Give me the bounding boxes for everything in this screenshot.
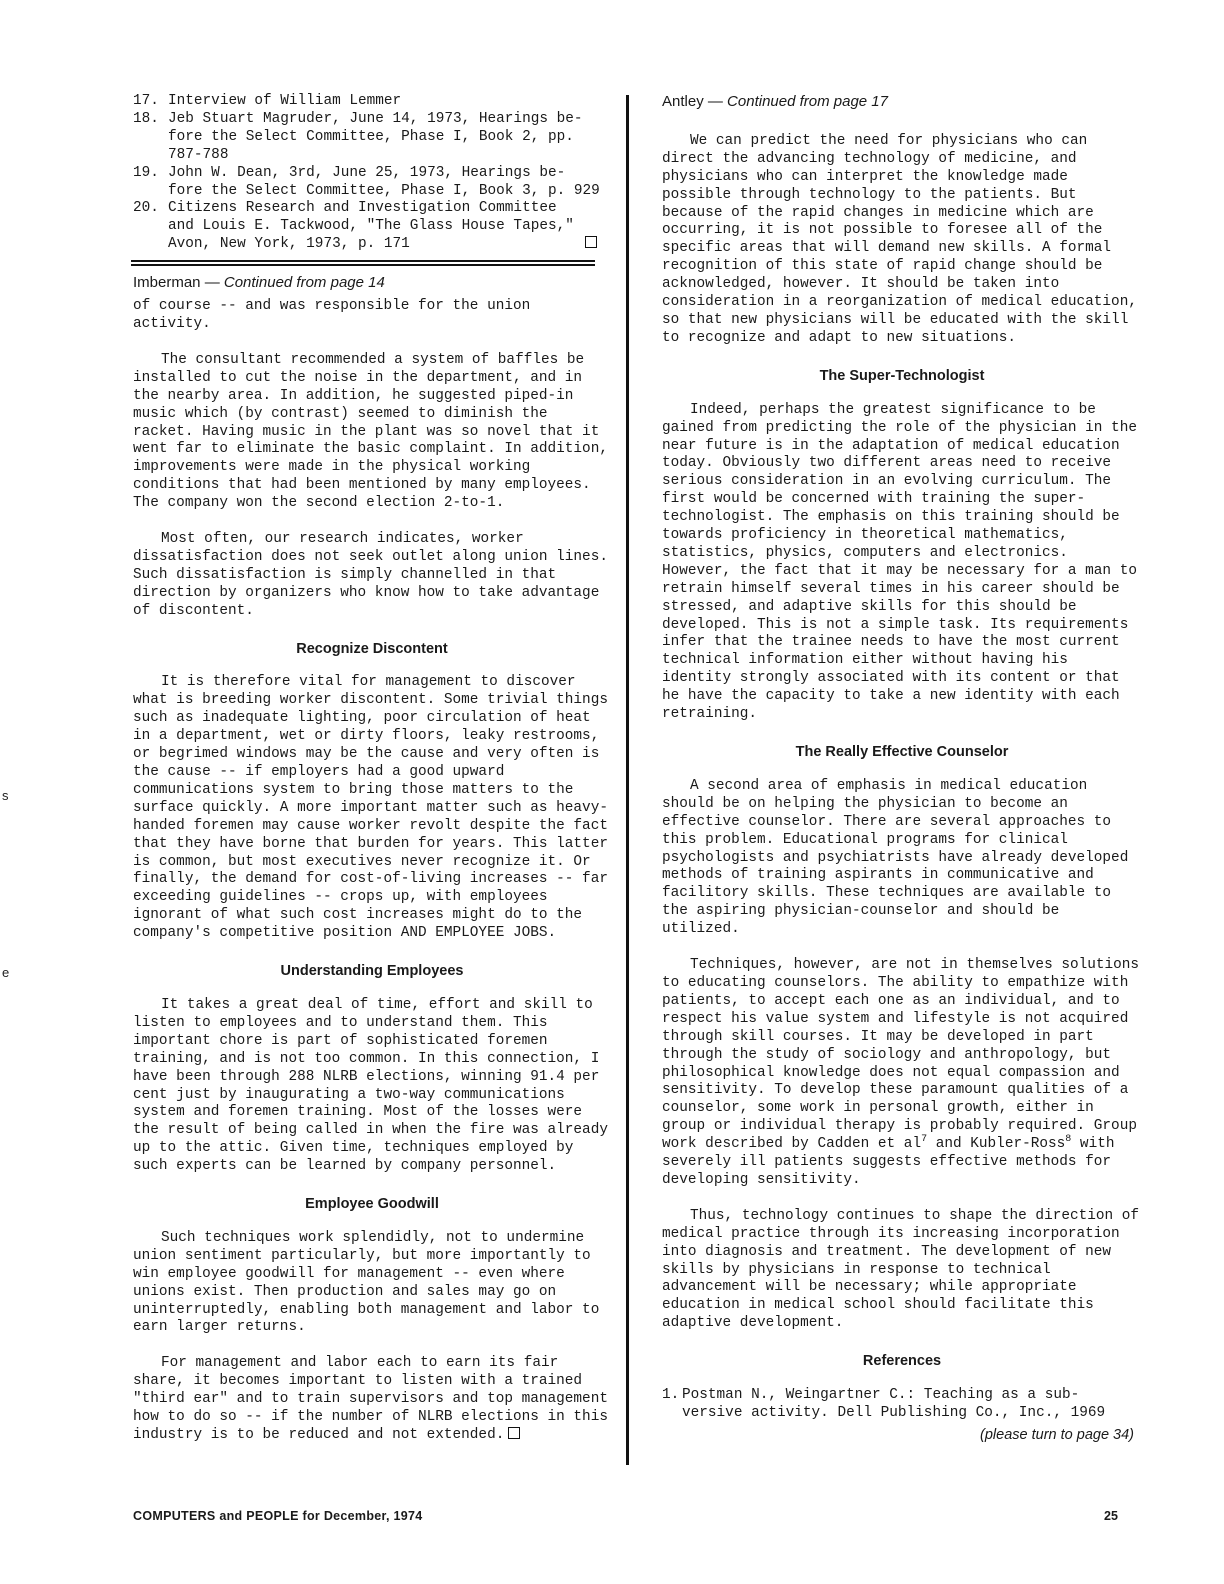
- reference-number: 19.: [133, 164, 159, 181]
- page-number: 25: [1104, 1509, 1118, 1523]
- body-paragraph: It is therefore vital for management to discover what is breeding worker discontent. Some trivial things such as inadequate lighting, poor circulation of heat in a department, wet or dirty floors, leaky restrooms, or begrimed windows may be the cause and very often is the cause -- if employers had a good upward communications system to bring those matters to the surface quickly. A more important matter such as heavy-handed foremen may cause worker revolt despite the fact that they have borne that burden for years. This latter is common, but most executives never recognize it. Or finally, the demand for cost-of-living increases -- far exceeding guidelines -- crops up, with employees ignorant of what such cost increases might do to the company's competitive position AND EMPLOYEE JOBS.: [133, 674, 608, 942]
- reference-item: [662, 1387, 1142, 1423]
- reference-item: [133, 111, 611, 165]
- reference-text: 787-788: [168, 146, 229, 163]
- body-paragraph: The consultant recommended a system of baffles be installed to cut the noise in the department, and in the nearby area. In addition, he suggested piped-in music which (by contrast) seemed to diminish the racket. Having music in the plant was so novel that it went far to eliminate the basic complaint. In addition, improvements were made in the physical working conditions that had been mentioned by many employees. The company won the second election 2-to-1.: [133, 351, 608, 512]
- continued-on-note: (please turn to page 34): [980, 1426, 1134, 1443]
- continued-article-name: Antley: [662, 93, 704, 110]
- reference-number: 18.: [133, 110, 159, 127]
- reference-item: [133, 93, 611, 111]
- section-heading: References: [862, 1353, 942, 1370]
- continued-from-text: Continued from page 17: [727, 93, 888, 110]
- body-paragraph: We can predict the need for physicians who can direct the advancing technology of medicine, and physicians who can interpret the knowledge made possible through technology to the patients. But because of the rapid changes in medicine which are occurring, it is not possible to foresee all of the specific areas that will demand new skills. A formal recognition of this state of rapid change should be acknowledged, however. It should be taken into consideration in a reorganization of medical education, so that new physicians will be educated with the skill to recognize and adapt to new situations.: [662, 132, 1137, 346]
- continued-line: Antley — Continued from page 17: [662, 93, 888, 110]
- citation-superscript: 7: [921, 1134, 928, 1146]
- continued-line: Imberman — Continued from page 14: [133, 274, 385, 292]
- right-column: [662, 93, 1142, 1445]
- reference-text: and Louis E. Tackwood, "The Glass House Tapes,": [168, 218, 574, 235]
- reference-number: 1.: [662, 1387, 680, 1404]
- reference-text: fore the Select Committee, Phase I, Book 2, pp.: [168, 128, 574, 145]
- continued-from-text: Continued from page 14: [223, 274, 385, 292]
- reference-text: Postman N., Weingartner C.: Teaching as a sub-: [682, 1387, 1080, 1404]
- body-paragraph: A second area of emphasis in medical education should be on helping the physician to become an effective counselor. There are several approaches to this problem. Educational programs for clinical psychologists and psychiatrists have already developed methods of training aspirants in communicative and facilitory skills. These techniques are available to the aspiring physician-counselor and should be utilized.: [662, 777, 1129, 938]
- reference-text: fore the Select Committee, Phase I, Book 3, p. 929: [168, 182, 600, 199]
- reference-text: Interview of William Lemmer: [168, 93, 402, 109]
- section-heading: Recognize Discontent: [296, 640, 448, 657]
- body-paragraph: Such techniques work splendidly, not to undermine union sentiment particularly, but more importantly to win employee goodwill for management -- even where unions exist. Then production and sales may go on uninterruptedly, enabling both management and labor to earn larger returns.: [133, 1229, 600, 1336]
- reference-text: Citizens Research and Investigation Committee: [168, 200, 557, 217]
- column-divider: [626, 95, 629, 1465]
- reference-text: versive activity. Dell Publishing Co., Inc., 1969: [682, 1405, 1106, 1421]
- publication-footer: COMPUTERS and PEOPLE for December, 1974: [133, 1509, 423, 1523]
- margin-mark: e: [2, 965, 10, 980]
- body-paragraph: For management and labor each to earn its fair share, it becomes important to listen with a trained "third ear" and to train supervisors and top management how to do so -- if the number of NLRB elections in this industry is to be reduced and not extended.: [133, 1355, 608, 1443]
- section-divider: [131, 260, 595, 266]
- body-paragraph: Thus, technology continues to shape the direction of medical practice through its increasing incorporation into diagnosis and treatment. The development of new skills by physicians in response to technical advancement will be necessary; while appropriate education in medical school should facilitate this adaptive development.: [662, 1207, 1140, 1332]
- body-paragraph: It takes a great deal of time, effort and skill to listen to employees and to understand them. This important chore is part of sophisticated foremen training, and is not too common. In this connection, I have been through 288 NLRB elections, winning 91.4 per cent just by inaugurating a two-way communications system and foremen training. Most of the losses were the result of being called in when the fire was already up to the attic. Given time, techniques employed by such experts can be learned by company personnel.: [133, 996, 608, 1175]
- reference-text: Avon, New York, 1973, p. 171: [133, 236, 611, 254]
- references-list-left: [133, 93, 611, 254]
- citation-superscript: 8: [1065, 1134, 1072, 1146]
- reference-text: Jeb Stuart Magruder, June 14, 1973, Hearings be-: [168, 110, 583, 127]
- body-paragraph: Most often, our research indicates, worker dissatisfaction does not seek outlet along union lines. Such dissatisfaction is simply channelled in that direction by organizers who know how to take advantage of discontent.: [133, 531, 608, 619]
- body-paragraph: Indeed, perhaps the greatest significance to be gained from predicting the role of the physician in the near future is in the adaptation of medical education today. Obviously two different areas need to receive serious consideration in an evolving curriculum. The first would be concerned with training the super-technologist. The emphasis on this training should be towards proficiency in theoretical mathematics, statistics, physics, computers and electronics. However, the fact that it may be necessary for a man to retrain himself several times in his career should be stressed, and adaptive skills for this should be developed. This is not a simple task. Its requirements infer that the trainee needs to have the most current technical information either without having his identity strongly associated with its content or that he have the capacity to take a new identity with each retraining.: [662, 401, 1137, 723]
- section-heading: The Super-Technologist: [819, 367, 985, 384]
- end-mark-icon: [585, 236, 597, 248]
- reference-text: John W. Dean, 3rd, June 25, 1973, Hearings be-: [168, 164, 566, 181]
- body-paragraph: Techniques, however, are not in themselves solutions to educating counselors. The ability to empathize with patients, to accept each one as an individual, and to respect his value system and lifestyle is not acquired through skill courses. It may be developed in part through the study of sociology and anthropology, but philosophical knowledge does not equal compassion and sensitivity. To develop these paramount qualities of a counselor, some work in personal growth, either in group or individual therapy is probably required. Group work described by Cadden et $al^7$ and Kubler-Ross$^8$ with severely ill patients suggests effective methods for developing sensitivity.: [662, 957, 1140, 1188]
- body-paragraph: of course -- and was responsible for the union activity.: [133, 298, 531, 332]
- section-heading: Employee Goodwill: [305, 1196, 439, 1213]
- reference-number: 20.: [133, 200, 159, 217]
- left-column: [133, 93, 611, 1463]
- reference-number: 17.: [133, 93, 159, 109]
- section-heading: The Really Effective Counselor: [795, 744, 1009, 760]
- end-mark-icon: [508, 1427, 520, 1439]
- reference-item: [133, 165, 611, 201]
- continued-article-name: Imberman: [133, 274, 201, 292]
- margin-mark: s: [2, 788, 9, 803]
- section-heading: Understanding Employees: [280, 963, 464, 980]
- reference-item: [133, 200, 611, 254]
